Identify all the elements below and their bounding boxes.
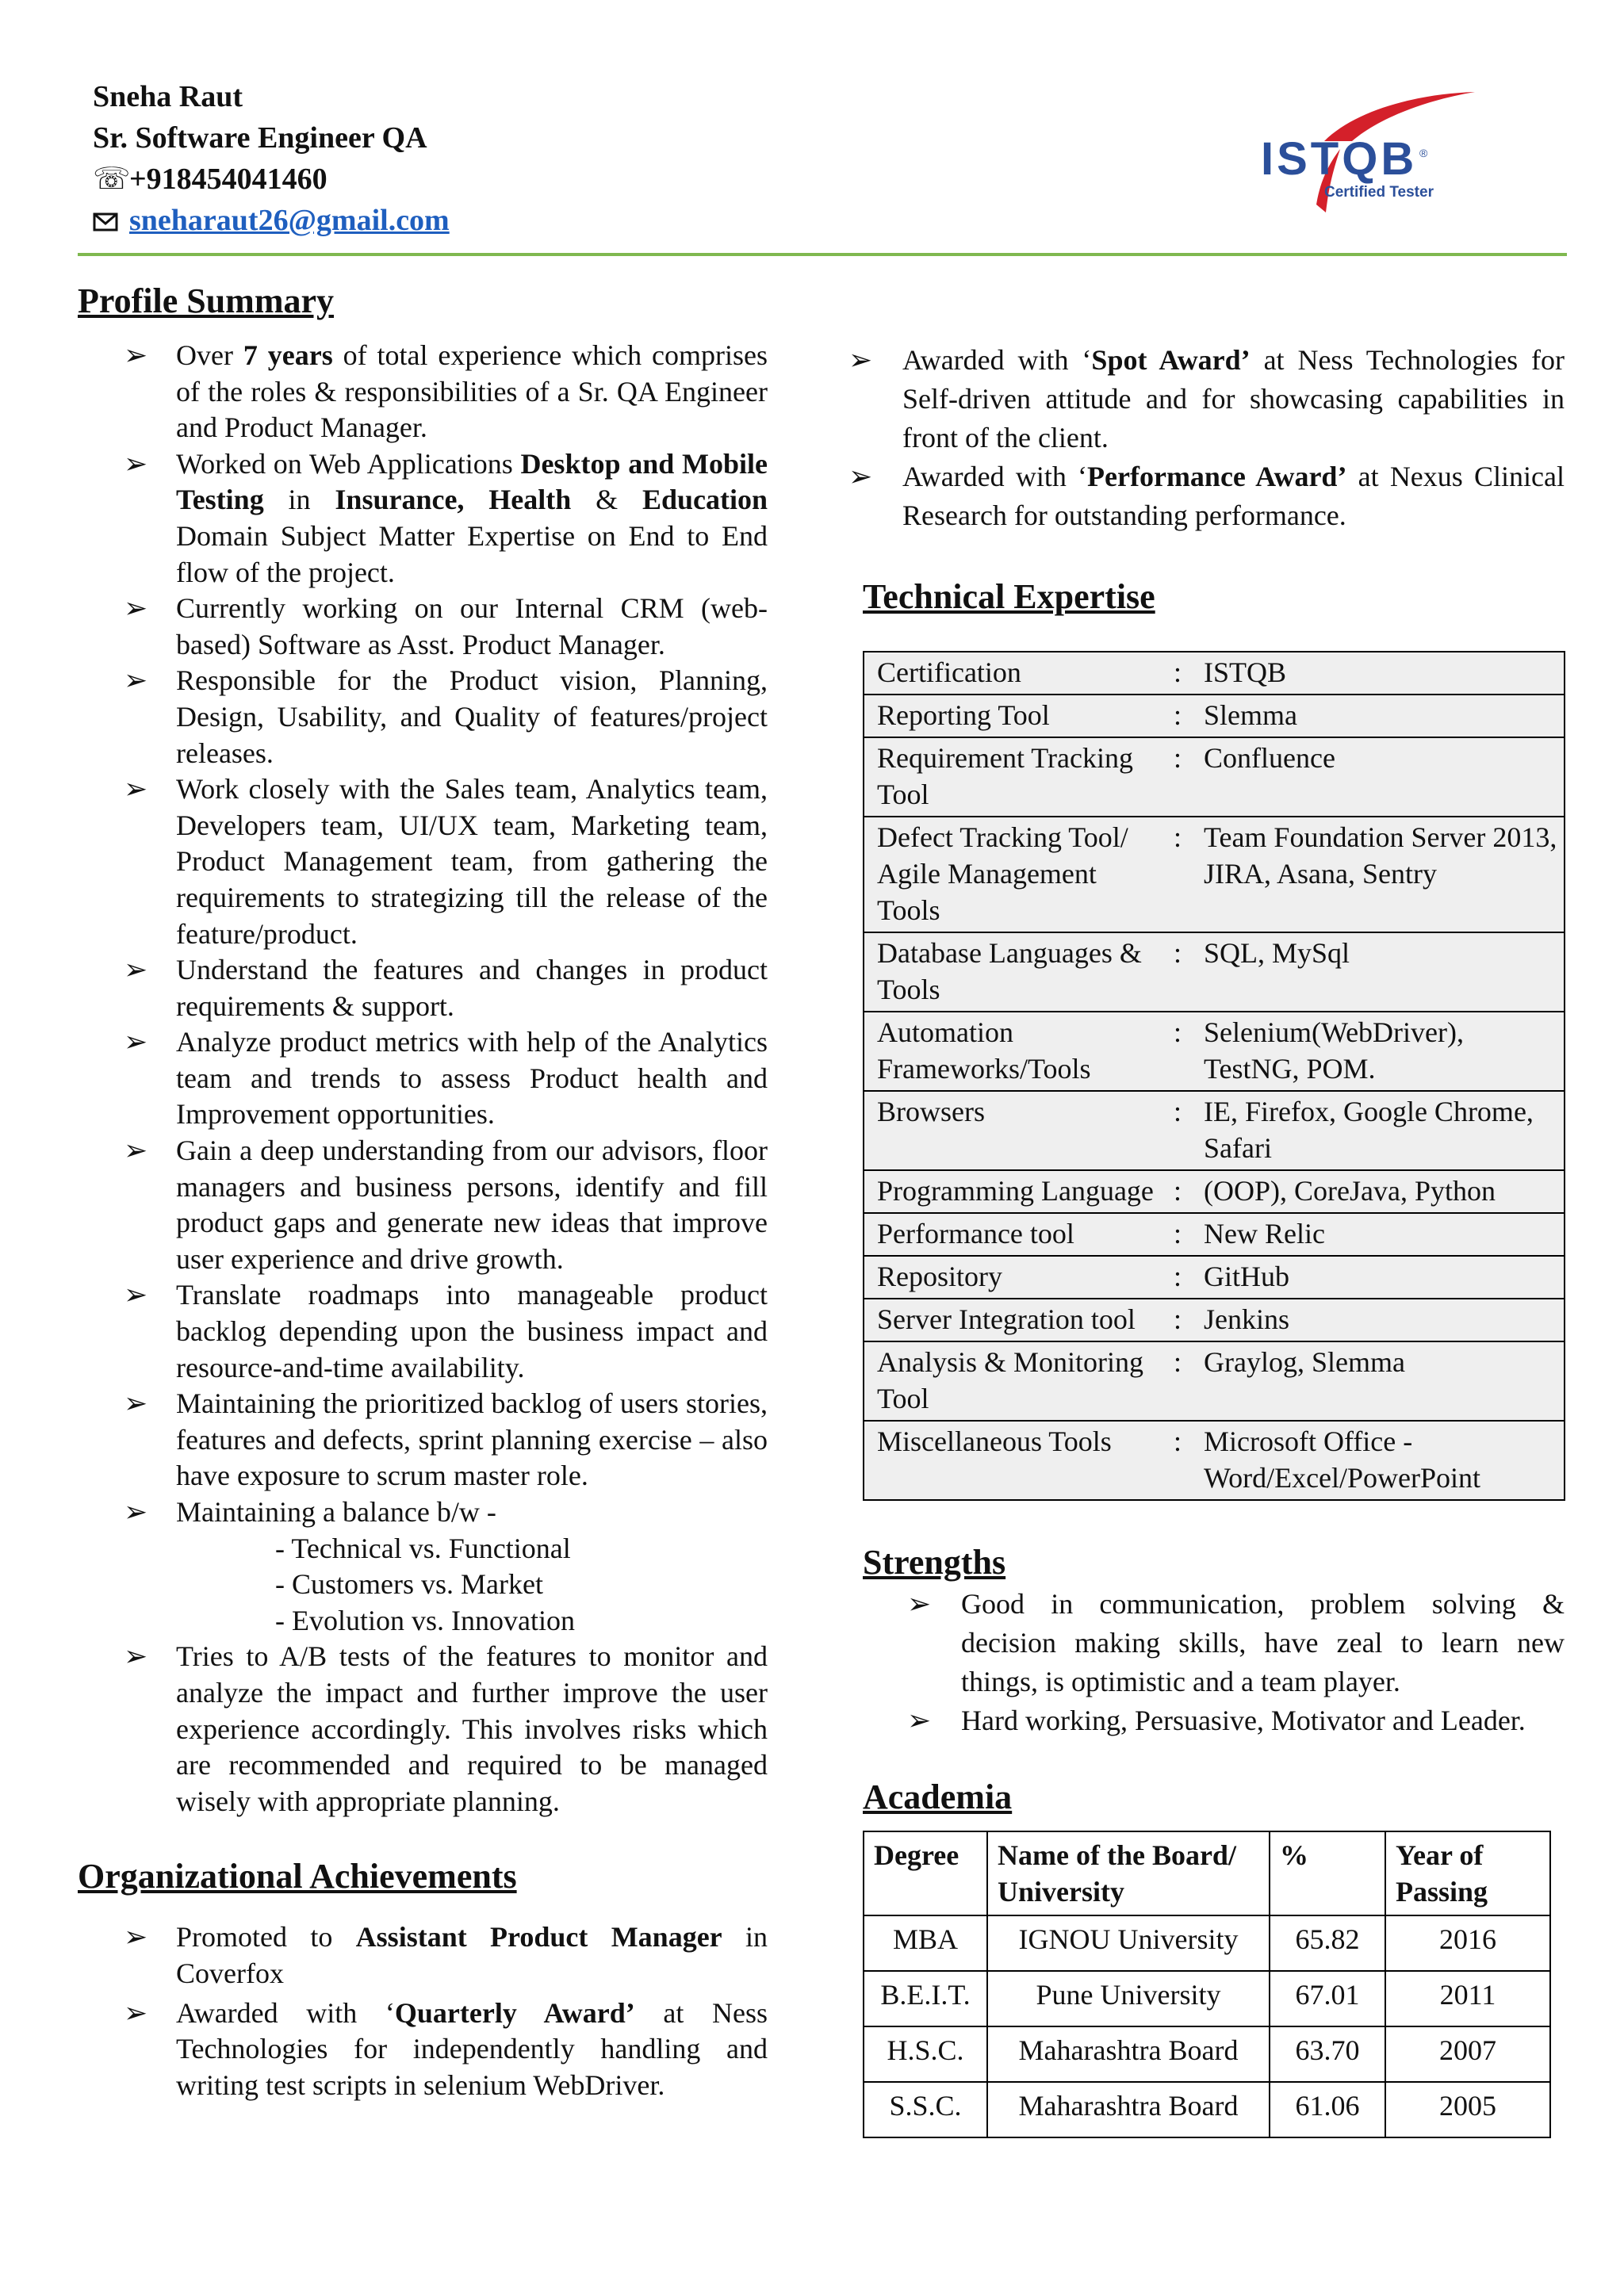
tech-value: Selenium(WebDriver), TestNG, POM. — [1189, 1012, 1565, 1091]
table-cell: 2005 — [1385, 2082, 1550, 2137]
list-item: ➢ Maintaining a balance b/w - - Technical vs. Functional - Customers vs. Market - Evolution vs. Innovation — [78, 1494, 768, 1639]
arrow-bullet-icon: ➢ — [124, 447, 148, 480]
tech-separator: : — [1166, 652, 1189, 695]
table-cell: 65.82 — [1270, 1915, 1385, 1971]
balance-item: - Technical vs. Functional — [275, 1532, 571, 1564]
tech-key: Analysis & Monitoring Tool — [864, 1341, 1166, 1421]
tech-value: Microsoft Office - Word/Excel/PowerPoint — [1189, 1421, 1565, 1500]
profile-summary-list — [78, 338, 768, 1820]
candidate-role: Sr. Software Engineer QA — [93, 121, 427, 155]
academia-table — [863, 1831, 1551, 2138]
arrow-bullet-icon: ➢ — [848, 344, 873, 376]
tech-key: Performance tool — [864, 1213, 1166, 1256]
list-item: ➢ Awarded with ‘Performance Award’ at Nexus Clinical Research for outstanding performance. — [863, 457, 1565, 535]
tech-key: Repository — [864, 1256, 1166, 1299]
table-cell: 2011 — [1385, 1971, 1550, 2026]
tech-value: Confluence — [1189, 737, 1565, 817]
tech-value: New Relic — [1189, 1213, 1565, 1256]
arrow-bullet-icon: ➢ — [124, 1921, 148, 1954]
column-header: % — [1270, 1831, 1385, 1915]
tech-value: IE, Firefox, Google Chrome, Safari — [1189, 1091, 1565, 1170]
phone-number: +918454041460 — [129, 163, 327, 196]
list-item: ➢ Over 7 years of total experience which comprises of the roles & responsibilities of a Sr. QA Engineer and Product Manager. — [124, 339, 768, 444]
arrow-bullet-icon: ➢ — [124, 773, 148, 806]
resume-header — [93, 76, 450, 241]
arrow-bullet-icon: ➢ — [124, 1026, 148, 1058]
list-item: ➢ Worked on Web Applications Desktop and Mobile Testing in Insurance, Health & Education Domain Subject Matter Expertise on End to End flow of the project. — [124, 447, 768, 588]
table-cell: 2016 — [1385, 1915, 1550, 1971]
left-column — [78, 279, 768, 2103]
tech-separator: : — [1166, 1299, 1189, 1341]
list-item: ➢ Responsible for the Product vision, Planning, Design, Usability, and Quality of features/project releases. — [124, 664, 768, 769]
table-cell: 61.06 — [1270, 2082, 1385, 2137]
tech-key: Automation Frameworks/Tools — [864, 1012, 1166, 1091]
list-item: ➢ Analyze product metrics with help of the Analytics team and trends to assess Product health and Improvement opportunities. — [124, 1026, 768, 1131]
tech-key: Miscellaneous Tools — [864, 1421, 1166, 1500]
tech-key: Database Languages & Tools — [864, 932, 1166, 1012]
list-item: ➢ Translate roadmaps into manageable product backlog depending upon the business impact and resource-and-time availability. — [124, 1279, 768, 1383]
achievements-list-right — [848, 341, 1565, 535]
table-cell: Maharashtra Board — [987, 2082, 1270, 2137]
table-row — [864, 1256, 1565, 1299]
arrow-bullet-icon: ➢ — [124, 1279, 148, 1311]
email-line — [93, 200, 450, 241]
table-row — [864, 1421, 1565, 1500]
achievements-list-left — [78, 1919, 768, 2103]
table-row — [864, 1213, 1565, 1256]
table-row — [864, 1341, 1565, 1421]
table-cell: S.S.C. — [864, 2082, 987, 2137]
arrow-bullet-icon: ➢ — [124, 1996, 148, 2029]
list-item: ➢ Work closely with the Sales team, Analytics team, Developers team, UI/UX team, Marketing team, Product Management team, from gathering the requirements to strategizing till the release of the feature/product. — [124, 773, 768, 950]
tech-key: Requirement Tracking Tool — [864, 737, 1166, 817]
arrow-bullet-icon: ➢ — [124, 1640, 148, 1673]
table-row — [864, 2082, 1550, 2137]
table-cell: Maharashtra Board — [987, 2026, 1270, 2082]
phone-line — [93, 159, 450, 200]
strengths-heading: Strengths — [863, 1543, 1006, 1582]
list-item: ➢ Currently working on our Internal CRM (web-based) Software as Asst. Product Manager. — [124, 592, 768, 660]
table-cell: 2007 — [1385, 2026, 1550, 2082]
arrow-bullet-icon: ➢ — [124, 592, 148, 625]
balance-item: - Evolution vs. Innovation — [275, 1604, 575, 1636]
email-link[interactable]: sneharaut26@gmail.com — [129, 204, 450, 237]
tech-key: Programming Language — [864, 1170, 1166, 1213]
table-row — [864, 1299, 1565, 1341]
table-cell: 67.01 — [1270, 1971, 1385, 2026]
academia-heading: Academia — [863, 1777, 1013, 1816]
table-row — [864, 817, 1565, 932]
list-item: ➢ Maintaining the prioritized backlog of users stories, features and defects, sprint planning exercise – also have exposure to scrum master role. — [124, 1387, 768, 1492]
table-cell: 63.70 — [1270, 2026, 1385, 2082]
tech-separator: : — [1166, 1341, 1189, 1421]
tech-value: SQL, MySql — [1189, 932, 1565, 1012]
tech-separator: : — [1166, 737, 1189, 817]
arrow-bullet-icon: ➢ — [124, 664, 148, 697]
strengths-list — [863, 1585, 1565, 1740]
tech-key: Certification — [864, 652, 1166, 695]
arrow-bullet-icon: ➢ — [124, 339, 148, 371]
column-header: Year of Passing — [1385, 1831, 1550, 1915]
tech-value: Jenkins — [1189, 1299, 1565, 1341]
istqb-logo — [1261, 86, 1483, 228]
table-cell: MBA — [864, 1915, 987, 1971]
arrow-bullet-icon: ➢ — [124, 1387, 148, 1420]
table-row — [864, 695, 1565, 737]
technical-expertise-table — [863, 651, 1565, 1501]
technical-expertise-heading: Technical Expertise — [863, 577, 1155, 616]
table-cell: IGNOU University — [987, 1915, 1270, 1971]
list-item: ➢ Promoted to Assistant Product Manager in Coverfox — [124, 1921, 768, 1989]
header-divider — [78, 253, 1567, 256]
list-item: ➢ Good in communication, problem solving & decision making skills, have zeal to learn new things, is optimistic and a team player. — [863, 1585, 1565, 1701]
right-column — [848, 341, 1565, 2138]
tech-separator: : — [1166, 1421, 1189, 1500]
tech-key: Defect Tracking Tool/ Agile Management Tools — [864, 817, 1166, 932]
tech-separator: : — [1166, 932, 1189, 1012]
list-item: ➢ Hard working, Persuasive, Motivator and Leader. — [863, 1701, 1565, 1740]
svg-text:Certified Tester: Certified Tester — [1324, 184, 1434, 201]
arrow-bullet-icon: ➢ — [907, 1588, 932, 1620]
table-cell: Pune University — [987, 1971, 1270, 2026]
arrow-bullet-icon: ➢ — [124, 954, 148, 986]
achievements-heading: Organizational Achievements — [78, 1857, 517, 1896]
table-header-row — [864, 1831, 1550, 1915]
column-header: Name of the Board/ University — [987, 1831, 1270, 1915]
table-cell: H.S.C. — [864, 2026, 987, 2082]
tech-key: Server Integration tool — [864, 1299, 1166, 1341]
arrow-bullet-icon: ➢ — [124, 1135, 148, 1167]
table-row — [864, 737, 1565, 817]
table-row — [864, 1091, 1565, 1170]
envelope-icon — [93, 200, 129, 241]
tech-separator: : — [1166, 817, 1189, 932]
arrow-bullet-icon: ➢ — [124, 1496, 148, 1528]
table-row — [864, 2026, 1550, 2082]
arrow-bullet-icon: ➢ — [907, 1705, 932, 1736]
tech-separator: : — [1166, 1213, 1189, 1256]
list-item: ➢ Tries to A/B tests of the features to monitor and analyze the impact and further improve the user experience accordingly. This involves risks which are recommended and required to be managed wisely with appropriate planning. — [124, 1640, 768, 1817]
table-row — [864, 652, 1565, 695]
svg-text:ISTQB: ISTQB — [1261, 133, 1418, 185]
tech-separator: : — [1166, 695, 1189, 737]
table-row — [864, 1012, 1565, 1091]
tech-value: GitHub — [1189, 1256, 1565, 1299]
tech-value: ISTQB — [1189, 652, 1565, 695]
tech-value: (OOP), CoreJava, Python — [1189, 1170, 1565, 1213]
list-item: ➢ Gain a deep understanding from our advisors, floor managers and business persons, identify and fill product gaps and generate new ideas that improve user experience and drive growth. — [124, 1135, 768, 1275]
table-row — [864, 1915, 1550, 1971]
table-row — [864, 932, 1565, 1012]
arrow-bullet-icon: ➢ — [848, 461, 873, 492]
balance-sublist — [176, 1531, 768, 1640]
list-item: ➢ Awarded with ‘Spot Award’ at Ness Technologies for Self-driven attitude and for showcasing capabilities in front of the client. — [863, 341, 1565, 457]
profile-summary-heading: Profile Summary — [78, 281, 335, 320]
list-item: ➢ Awarded with ‘Quarterly Award’ at Ness Technologies for independently handling and writing test scripts in selenium WebDriver. — [124, 1996, 768, 2101]
list-item: ➢ Understand the features and changes in product requirements & support. — [124, 954, 768, 1022]
tech-value: Graylog, Slemma — [1189, 1341, 1565, 1421]
column-header: Degree — [864, 1831, 987, 1915]
candidate-name: Sneha Raut — [93, 80, 243, 113]
svg-text:®: ® — [1419, 147, 1428, 159]
phone-icon: ☏ — [93, 163, 131, 196]
tech-separator: : — [1166, 1012, 1189, 1091]
tech-separator: : — [1166, 1170, 1189, 1213]
tech-value: Team Foundation Server 2013, JIRA, Asana, Sentry — [1189, 817, 1565, 932]
tech-key: Browsers — [864, 1091, 1166, 1170]
tech-separator: : — [1166, 1091, 1189, 1170]
table-row — [864, 1971, 1550, 2026]
tech-key: Reporting Tool — [864, 695, 1166, 737]
tech-separator: : — [1166, 1256, 1189, 1299]
table-row — [864, 1170, 1565, 1213]
tech-value: Slemma — [1189, 695, 1565, 737]
table-cell: B.E.I.T. — [864, 1971, 987, 2026]
balance-item: - Customers vs. Market — [275, 1568, 543, 1601]
